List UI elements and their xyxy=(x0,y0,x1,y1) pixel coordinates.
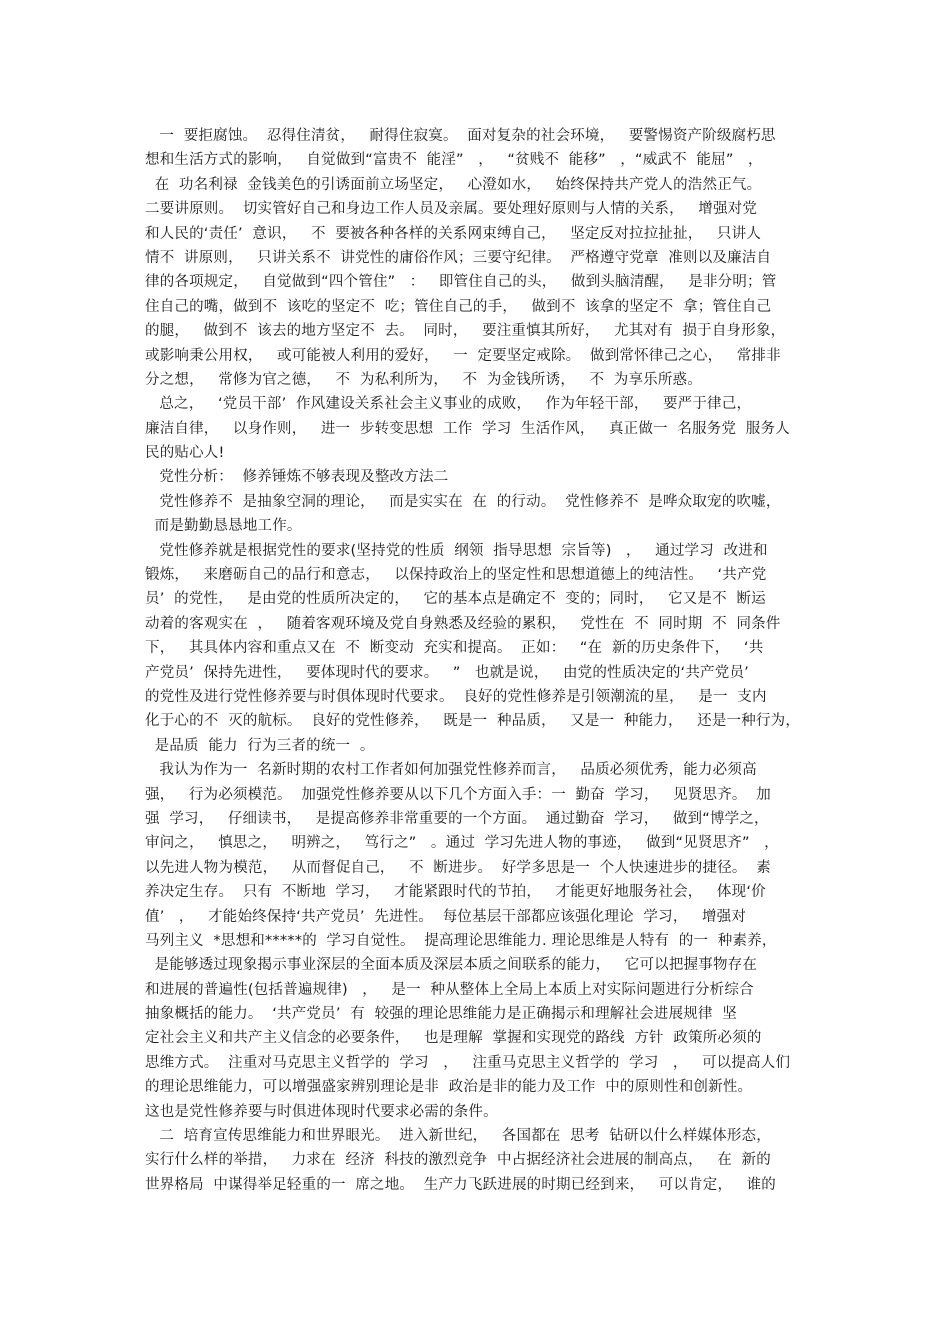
text-line: 强， 行为必须模范。 加强党性修养要从以下几个方面入手：一 勤奋 学习， 见贤思齐。 加 xyxy=(145,786,771,803)
text-line: 马列主义 *思想和*****的 学习自觉性。 提高理论思维能力. 理论思维是人特有 的一 种素养， xyxy=(145,932,777,949)
text-line: 我认为作为一 名新时期的农村工作者如何加强党性修养而言， 品质必须优秀，能力必须高 xyxy=(145,762,757,779)
text-line: 值’ ， 才能始终保持‘共产党员’ 先进性。 每位基层干部都应该强化理论 学习， 增强对 xyxy=(145,908,747,925)
document-body xyxy=(145,124,813,1197)
text-line: 情不 讲原则， 只讲关系不 讲党性的庸俗作风；三要守纪律。 严格遵守党章 准则以及廉洁自 xyxy=(145,249,772,266)
text-line: 二要讲原则。 切实管好自己和身边工作人员及亲属。要处理好原则与人情的关系， 增强对党 xyxy=(145,201,758,218)
text-line: 养决定生存。 只有 不断地 学习， 才能紧跟时代的节拍， 才能更好地服务社会， 体现‘价 xyxy=(145,884,766,901)
text-line: 在 功名利禄 金钱美色的引诱面前立场坚定， 心澄如水， 始终保持共产党人的浩然正气。 xyxy=(145,176,762,193)
text-line: 的腿， 做到不 该去的地方坚定不 去。 同时， 要注重慎其所好， 尤其对有 损于自身形象， xyxy=(145,323,786,340)
text-line: 和人民的‘责任’ 意识， 不 要被各种各样的关系网束缚自己， 坚定反对拉拉扯扯， 只讲人 xyxy=(145,225,762,242)
text-line: 这也是党性修养要与时俱进体现时代要求必需的条件。 xyxy=(145,1103,498,1120)
text-line: 而是勤勤恳恳地工作。 xyxy=(145,518,302,535)
text-line: 党性修养不 是抽象空洞的理论， 而是实实在 在 的行动。 党性修养不 是哗众取宠的吹嘘， xyxy=(145,493,781,510)
text-line: 动着的客观实在 ， 随着客观环境及党自身熟悉及经验的累积， 党性在 不 同时期 不 同条件 xyxy=(145,615,781,632)
text-line: 是能够透过现象揭示事业深层的全面本质及深层本质之间联系的能力， 它可以把握事物存在 xyxy=(145,957,758,974)
text-line: 想和生活方式的影响， 自觉做到“富贵不 能淫” ， “贫贱不 能移” ，“威武不 能屈” ， xyxy=(145,152,763,169)
text-line: 或影响秉公用权， 或可能被人利用的爱好， 一 定要坚定戒除。 做到常怀律己之心， 常排非 xyxy=(145,347,781,364)
text-line: 锻炼， 来磨砺自己的品行和意志， 以保持政治上的坚定性和思想道德上的纯洁性。 ‘共产党 xyxy=(145,567,767,584)
text-line: 员’ 的党性， 是由党的性质所决定的， 它的基本点是确定不 变的；同时， 它又是不 断运 xyxy=(145,591,766,608)
text-line: 强 学习， 仔细读书， 是提高修养非常重要的一个方面。 通过勤奋 学习， 做到“博学之， xyxy=(145,810,769,827)
text-line: 的理论思维能力，可以增强盛家辨别理论是非 政治是非的能力及工作 中的原则性和创新性。 xyxy=(145,1079,753,1096)
text-line: 民的贴心人! xyxy=(145,445,225,462)
text-line: 分之想， 常修为官之德， 不 为私利所为， 不 为金钱所诱， 不 为享乐所惑。 xyxy=(145,371,702,388)
text-line: 二 培育宣传思维能力和世界眼光。 进入新世纪， 各国都在 思考 钻研以什么样媒体形态， xyxy=(145,1128,771,1145)
text-line: 产党员’ 保持先进性， 要体现时代的要求。 ” 也就是说， 由党的性质决定的‘共产党员’ xyxy=(145,664,749,681)
text-line: 党性分析： 修养锤炼不够表现及整改方法二 xyxy=(145,469,449,486)
text-line: 化于心的不 灭的航标。 良好的党性修养， 既是一 种品质， 又是一 种能力， 还是一种行为， xyxy=(145,713,801,730)
text-line: 抽象概括的能力。 ‘共产党员’ 有 较强的理论思维能力是正确揭示和理解社会进展规律 坚 xyxy=(145,1006,737,1023)
text-line: 下， 其具体内容和重点又在 不 断变动 充实和提高。 正如： “在 新的历史条件下， ‘共 xyxy=(145,640,764,657)
text-line: 总之， ‘党员干部’ 作风建设关系社会主义事业的成败， 作为年轻干部， 要严于律己， xyxy=(145,396,752,413)
text-line: 和进展的普遍性(包括普遍规律) ， 是一 种从整体上全局上本质上对实际问题进行分析综合 xyxy=(145,981,754,998)
text-line: 是品质 能力 行为三者的统一 。 xyxy=(145,737,375,754)
text-line: 的党性及进行党性修养要与时俱体现时代要求。 良好的党性修养是引领潮流的星， 是一 支内 xyxy=(145,688,767,705)
text-line: 实行什么样的举措， 力求在 经济 科技的激烈竞争 中占据经济社会进展的制高点， 在 新的 xyxy=(145,1152,771,1169)
text-line: 一 要拒腐蚀。 忍得住清贫， 耐得住寂寞。 面对复杂的社会环境， 要警惕资产阶级腐朽思 xyxy=(145,128,776,144)
text-line: 定社会主义和共产主义信念的必要条件， 也是理解 掌握和实现党的路线 方针 政策所必须的 xyxy=(145,1030,762,1047)
text-line: 廉洁自律， 以身作则， 进一 步转变思想 工作 学习 生活作风， 真正做一 名服务党 服务人 xyxy=(145,420,790,437)
text-line: 以先进人物为模范， 从而督促自己， 不 断进步。 好学多思是一 个人快速进步的捷径。 素 xyxy=(145,859,771,876)
text-line: 住自己的嘴，做到不 该吃的坚定不 吃；管住自己的手， 做到不 该拿的坚定不 拿；管住自己 xyxy=(145,298,772,315)
text-line: 世界格局 中谋得举足轻重的一 席之地。 生产力飞跃进展的时期已经到来， 可以肯定， 谁的 xyxy=(145,1176,777,1193)
text-line: 律的各项规定， 自觉做到“四个管住” ： 即管住自己的头， 做到头脑清醒， 是非分明；管 xyxy=(145,274,777,291)
text-line: 思维方式。 注重对马克思主义哲学的 学习 ， 注重马克思主义哲学的 学习 ， 可以提高人们 xyxy=(145,1054,791,1071)
text-line: 党性修养就是根据党性的要求(坚持党的性质 纲领 指导思想 宗旨等) ， 通过学习 改进和 xyxy=(145,542,768,559)
text-line: 审问之， 慎思之， 明辨之， 笃行之” 。通过 学习先进人物的事迹， 做到“见贤思齐” ， xyxy=(145,835,779,852)
